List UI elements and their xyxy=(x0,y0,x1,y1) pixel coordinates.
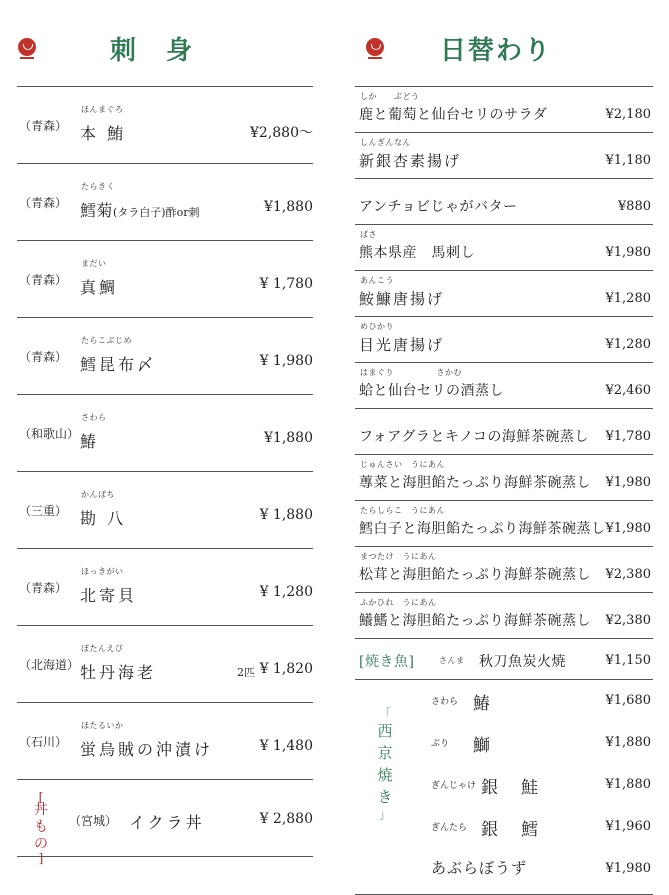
sashimi-list xyxy=(17,86,313,865)
item-ruby: まつたけ うにあん xyxy=(360,552,437,561)
item-price: ¥ 1,480 xyxy=(259,738,313,754)
menu-row xyxy=(355,546,653,592)
item-price: ¥1,150 xyxy=(605,653,651,668)
item-price: ¥1,980 xyxy=(605,521,651,536)
item-price: ¥1,880 xyxy=(605,735,651,750)
item-ruby: はまぐり さかむ xyxy=(360,368,462,377)
item-ruby: ばさ xyxy=(360,230,377,239)
item-name: 熊本県産 馬刺し xyxy=(359,245,475,261)
saikyo-label: 「 西 京 焼 き 」 xyxy=(377,707,393,821)
sashimi-title: 刺 身 xyxy=(110,36,195,66)
item-name: 鹿と葡萄と仙台セリのサラダ xyxy=(359,107,548,123)
menu-row xyxy=(17,702,313,779)
item-name-main: 鰆 xyxy=(80,432,100,451)
item-quantity: 2匹 xyxy=(237,666,255,679)
item-price: ¥1,980 xyxy=(605,475,651,490)
donmono-label: [ 丼 も の ] xyxy=(34,790,48,865)
item-ruby: ぶり xyxy=(431,739,450,749)
item-ruby: たらしらこ うにあん xyxy=(360,506,445,515)
saikyo-item xyxy=(425,722,653,764)
menu-row xyxy=(355,316,653,362)
item-price: ¥2,380 xyxy=(605,567,651,582)
origin-label: （青森） xyxy=(19,350,68,364)
menu-row xyxy=(355,408,653,454)
origin-label: （青森） xyxy=(19,581,68,595)
menu-row xyxy=(17,240,313,317)
item-price: ¥2,180 xyxy=(605,107,651,122)
item-name: 鱶鰭と海胆餡たっぷり海鮮茶碗蒸し xyxy=(359,613,591,629)
saikyo-item xyxy=(425,806,653,848)
item-name-main: 本 鮪 xyxy=(80,124,127,143)
item-ruby: たらきく xyxy=(81,182,115,191)
item-name: 蛤と仙台セリの酒蒸し xyxy=(359,383,504,399)
item-ruby: めひかり xyxy=(360,322,394,331)
menu-row xyxy=(17,548,313,625)
menu-row xyxy=(355,362,653,408)
menu-row xyxy=(355,270,653,316)
item-name: 秋刀魚炭火焼 xyxy=(479,654,566,670)
item-name: あぶらぼうず xyxy=(431,859,528,877)
item-price: ¥ 1,780 xyxy=(259,276,313,292)
item-name xyxy=(80,429,99,452)
item-name xyxy=(80,506,126,529)
origin-label: （石川） xyxy=(19,735,68,749)
menu-row xyxy=(355,86,653,132)
item-name: 鰆 xyxy=(473,694,493,714)
daily-specials-list xyxy=(355,86,653,895)
item-price: ¥ 2,880 xyxy=(259,811,313,827)
item-name-main: 鱈昆布〆 xyxy=(80,355,157,374)
item-ruby: ぎんたら xyxy=(431,823,468,833)
item-ruby: ほたるいか xyxy=(81,721,124,730)
item-ruby: ふかひれ うにあん xyxy=(360,598,437,607)
item-price: ¥1,980 xyxy=(605,861,651,876)
donmono-row xyxy=(17,779,313,865)
item-ruby: ほっきがい xyxy=(81,567,124,576)
item-price: ¥2,460 xyxy=(605,383,651,398)
origin-label: （北海道） xyxy=(19,658,80,672)
item-price: ¥ 1,980 xyxy=(259,353,313,369)
origin-label: （和歌山） xyxy=(19,427,80,441)
item-name: 鮟鱇唐揚げ xyxy=(359,290,445,308)
item-ruby: かんぱち xyxy=(81,490,115,499)
menu-row xyxy=(355,500,653,546)
section-label: [焼き魚] xyxy=(359,654,415,670)
item-price: ¥1,780 xyxy=(605,429,651,444)
item-ruby: ほんまぐろ xyxy=(81,105,124,114)
item-ruby: しんぎんなん xyxy=(360,138,411,147)
item-ruby: たらこぶじめ xyxy=(81,336,132,345)
item-ruby: さわら xyxy=(431,697,459,707)
menu-row xyxy=(17,471,313,548)
item-name xyxy=(80,352,156,375)
menu-row xyxy=(355,178,653,224)
origin-label: （青森） xyxy=(19,119,68,133)
item-price: ¥2,880〜 xyxy=(250,125,313,141)
item-price: ¥1,180 xyxy=(605,153,651,168)
saikyo-item xyxy=(425,848,653,890)
yakizakana-row xyxy=(355,638,653,679)
item-name xyxy=(80,121,126,144)
origin-label: （青森） xyxy=(19,273,68,287)
item-name-main: 真鯛 xyxy=(80,278,119,297)
item-name: 銀 鮭 xyxy=(481,778,541,798)
item-name xyxy=(80,198,200,221)
item-name: フォアグラとキノコの海鮮茶碗蒸し xyxy=(359,429,589,445)
menu-row xyxy=(17,625,313,702)
item-name: 鰤 xyxy=(473,736,493,756)
item-name-suffix: 酢or刺 xyxy=(165,206,200,219)
item-price: ¥1,280 xyxy=(605,337,651,352)
item-ruby: ぎんじゃけ xyxy=(431,781,477,791)
item-name-main: 牡丹海老 xyxy=(80,663,157,682)
item-price: ¥ 1,820 xyxy=(259,661,313,677)
item-price: ¥880 xyxy=(617,199,651,214)
item-name: アンチョビじゃがバター xyxy=(359,199,518,215)
item-price: ¥1,280 xyxy=(605,291,651,306)
restaurant-logo-icon xyxy=(18,38,36,60)
item-price: ¥1,980 xyxy=(605,245,651,260)
item-name-note: (タラ白子) xyxy=(113,206,166,219)
origin-label: （三重） xyxy=(19,504,68,518)
item-price: ¥1,680 xyxy=(605,693,651,708)
item-ruby: まだい xyxy=(81,259,107,268)
origin-label: （宮城） xyxy=(69,814,118,828)
item-price: ¥2,380 xyxy=(605,613,651,628)
item-name: 銀 鱈 xyxy=(481,820,541,840)
item-name xyxy=(80,275,118,298)
daily-specials-title: 日替わり xyxy=(440,36,553,66)
item-price: ¥1,960 xyxy=(605,819,651,834)
bracket-top: [ xyxy=(38,790,44,804)
item-price: ¥1,880 xyxy=(605,777,651,792)
origin-label: （青森） xyxy=(19,196,68,210)
restaurant-logo-icon xyxy=(366,38,384,60)
item-name-main: 蛍烏賊の沖漬け xyxy=(80,740,214,759)
bracket-bottom: ] xyxy=(38,851,44,865)
item-price: ¥ 1,880 xyxy=(259,507,313,523)
item-ruby: さわら xyxy=(81,413,107,422)
item-name xyxy=(80,737,213,760)
item-name: 蓴菜と海胆餡たっぷり海鮮茶碗蒸し xyxy=(359,475,591,491)
saikyo-item xyxy=(425,680,653,722)
item-price: ¥ 1,280 xyxy=(259,584,313,600)
menu-row xyxy=(17,86,313,163)
menu-row xyxy=(355,132,653,178)
menu-row xyxy=(17,317,313,394)
saikyo-item xyxy=(425,764,653,806)
item-name-main: 勘 八 xyxy=(80,509,127,528)
item-price: ¥1,880 xyxy=(264,199,313,215)
item-name: イクラ丼 xyxy=(129,813,205,832)
item-name: 目光唐揚げ xyxy=(359,336,445,354)
menu-row xyxy=(355,224,653,270)
menu-row xyxy=(355,592,653,638)
item-price: ¥1,880 xyxy=(264,430,313,446)
item-name: 松茸と海胆餡たっぷり海鮮茶碗蒸し xyxy=(359,567,591,583)
menu-row xyxy=(355,454,653,500)
item-name-main: 北寄貝 xyxy=(80,586,138,605)
item-ruby: あんこう xyxy=(360,276,394,285)
item-ruby: じゅんさい うにあん xyxy=(360,460,445,469)
item-ruby: ぼたんえび xyxy=(81,644,124,653)
item-ruby: しか ぶどう xyxy=(360,92,420,101)
menu-row xyxy=(17,394,313,471)
menu-row xyxy=(17,163,313,240)
saikyo-block xyxy=(355,679,653,895)
item-ruby: さんま xyxy=(439,656,465,665)
item-name: 新銀杏素揚げ xyxy=(359,152,462,170)
item-name xyxy=(80,583,137,606)
item-name: 鱈白子と海胆餡たっぷり海鮮茶碗蒸し xyxy=(359,521,606,537)
item-name-main: 鱈菊 xyxy=(80,201,114,220)
item-name xyxy=(80,660,156,683)
